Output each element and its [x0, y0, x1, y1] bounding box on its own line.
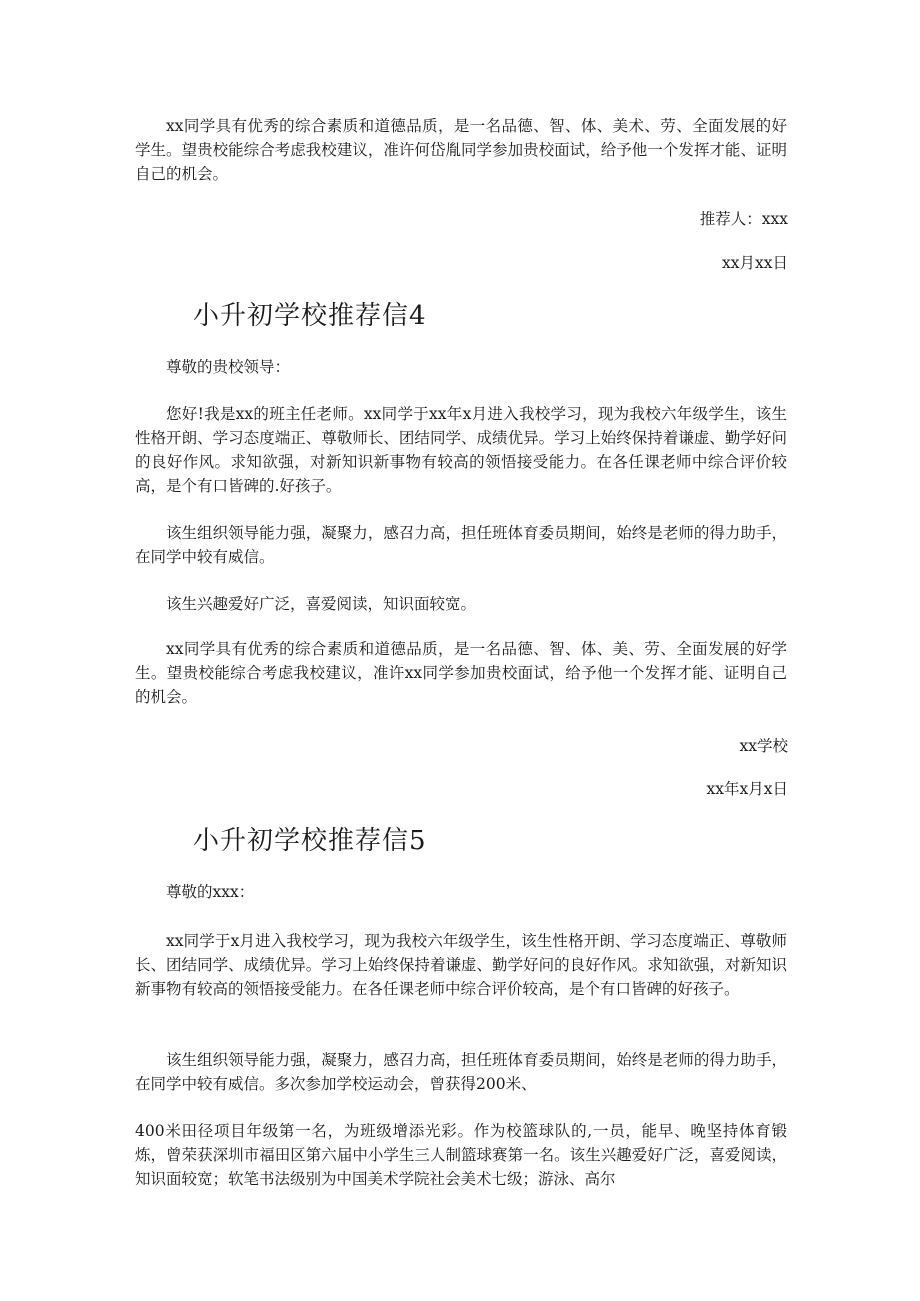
letter4-paragraph-4: xx同学具有优秀的综合素质和道德品质，是一名品德、智、体、美、劳、全面发展的好学生。望贵校能综合考虑我校建议，准许xx同学参加贵校面试，给予他一个发挥才能、证明自己的机会。 — [135, 640, 787, 706]
letter4-salutation: 尊敬的贵校领导： — [166, 358, 291, 376]
letter4-title: 小升初学校推荐信4 — [193, 301, 427, 331]
letter4-paragraph-1: 您好!我是xx的班主任老师。xx同学于xx年x月进入我校学习，现为我校六年级学生，该生性格开朗、学习态度端正、尊敬师长、团结同学、成绩优异。学习上始终保持着谦虚、勤学好问的良好作风。求知欲强，对新知识新事物有较高的领悟接受能力。在各任课老师中综合评价较高，是个有口皆碑的.好孩子。 — [135, 405, 787, 495]
letter5-paragraph-2: 该生组织领导能力强，凝聚力，感召力高，担任班体育委员期间，始终是老师的得力助手，在同学中较有威信。多次参加学校运动会，曾获得200米、 — [135, 1051, 787, 1093]
letter5-paragraph-3: 400米田径项目年级第一名，为班级增添光彩。作为校篮球队的,一员，能早、晚坚持体育锻炼，曾荣获深圳市福田区第六届中小学生三人制篮球赛第一名。该生兴趣爱好广泛，喜爱阅读，知识面较宽；软笔书法级别为中国美术学院社会美术七级；游泳、高尔 — [135, 1122, 787, 1188]
section3-closing-paragraph: xx同学具有优秀的综合素质和道德品质，是一名品德、智、体、美术、劳、全面发展的好学生。望贵校能综合考虑我校建议，准许何岱胤同学参加贵校面试，给予他一个发挥才能、证明自己的机会。 — [135, 117, 787, 183]
letter4-signature: xx学校 — [739, 737, 788, 755]
letter5-salutation: 尊敬的xxx： — [166, 883, 255, 901]
letter4-paragraph-3: 该生兴趣爱好广泛，喜爱阅读，知识面较宽。 — [166, 595, 477, 613]
section3-date: xx月xx日 — [722, 254, 788, 272]
section3-recommender: 推荐人：xxx — [699, 210, 788, 228]
letter4-date: xx年x月x日 — [706, 780, 788, 798]
letter5-title: 小升初学校推荐信5 — [193, 826, 427, 856]
letter5-paragraph-1: xx同学于x月进入我校学习，现为我校六年级学生，该生性格开朗、学习态度端正、尊敬师长、团结同学、成绩优异。学习上始终保持着谦虚、勤学好问的良好作风。求知欲强，对新知识新事物有较高的领悟接受能力。在各任课老师中综合评价较高，是个有口皆碑的好孩子。 — [135, 932, 787, 998]
letter4-paragraph-2: 该生组织领导能力强，凝聚力，感召力高，担任班体育委员期间，始终是老师的得力助手，在同学中较有威信。 — [135, 524, 787, 566]
